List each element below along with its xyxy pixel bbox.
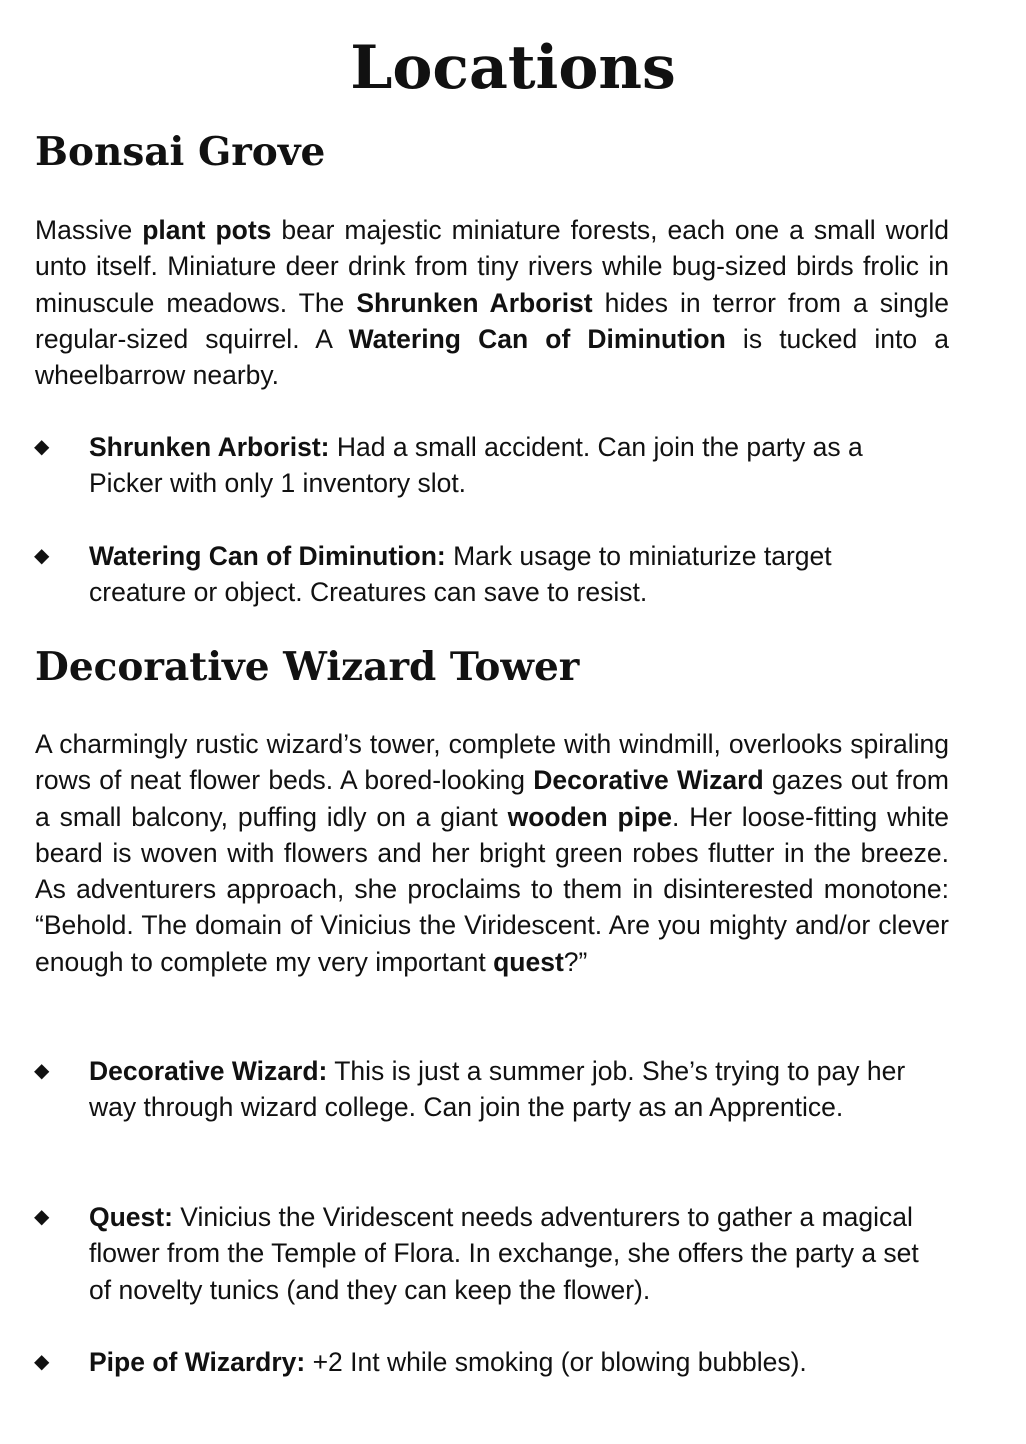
list-item-text [89, 1199, 929, 1308]
list-item-label: Quest: [89, 1202, 173, 1232]
diamond-bullet-icon: ◆ [34, 1351, 50, 1373]
diamond-bullet-icon: ◆ [34, 1206, 50, 1228]
list-item-text [89, 538, 929, 611]
bonsai-grove-description [35, 212, 949, 393]
bold-term: plant pots [142, 215, 272, 245]
list-item-label: Decorative Wizard: [89, 1056, 328, 1086]
text-run: gazes out from a small balcony, puffing idly on a giant [35, 765, 949, 832]
page-title: Locations [350, 33, 676, 103]
text-run: is tucked into a wheelbarrow nearby. [35, 323, 949, 391]
bold-term: wooden pipe [507, 801, 673, 832]
list-item-label: Watering Can of Diminution: [89, 541, 446, 571]
bold-term: Shrunken Arborist [356, 287, 593, 318]
text-run: bear majestic miniature forests, each one a small world unto itself. Miniature deer drink from tiny rivers while bug-sized birds frolic in minuscule meadows. The [35, 215, 949, 318]
bold-term: Decorative Wizard [533, 765, 764, 796]
list-item-text [89, 1344, 929, 1380]
list-item-body: +2 Int while smoking (or blowing bubbles). [305, 1347, 807, 1377]
diamond-bullet-icon: ◆ [34, 436, 50, 458]
list-item-label: Shrunken Arborist: [89, 432, 330, 462]
text-run: ?” [563, 946, 588, 977]
list-item-body: Vinicius the Viridescent needs adventurers to gather a magical flower from the Temple of Flora. In exchange, she offers the party a set of novelty tunics (and they can keep the flower). [89, 1202, 919, 1305]
wizard-tower-description [35, 726, 949, 980]
list-item-text [89, 1053, 929, 1126]
diamond-bullet-icon: ◆ [34, 545, 50, 567]
list-item-label: Pipe of Wizardry: [89, 1347, 306, 1377]
bold-term: Watering Can of Diminution [348, 323, 726, 354]
bold-term: quest [493, 946, 564, 977]
text-run: hides in terror from a single regular-sized squirrel. A [35, 287, 949, 354]
text-run: . Her loose-fitting white beard is woven with flowers and her bright green robes flutter in the breeze. As adventurers approach, she proclaims to them in disinterested monotone: “Behold. The domain of Vinicius the Viridescent. Are you mighty and/or clever enough to complete my very important [35, 801, 949, 977]
text-run: A charmingly rustic wizard’s tower, complete with windmill, overlooks spiraling rows of neat flower beds. A bored-looking [35, 729, 949, 796]
list-item-body: Mark usage to miniaturize target creature or object. Creatures can save to resist. [89, 541, 832, 608]
diamond-bullet-icon: ◆ [34, 1060, 50, 1082]
list-item-body: Had a small accident. Can join the party as a Picker with only 1 inventory slot. [89, 432, 863, 499]
list-item-body: This is just a summer job. She’s trying to pay her way through wizard college. Can join the party as an Apprentice. [89, 1056, 906, 1123]
text-run: Massive [35, 215, 143, 245]
section-heading-decorative-wizard-tower: Decorative Wizard Tower [35, 644, 580, 690]
section-heading-bonsai-grove: Bonsai Grove [35, 129, 326, 175]
list-item-text [89, 429, 929, 502]
